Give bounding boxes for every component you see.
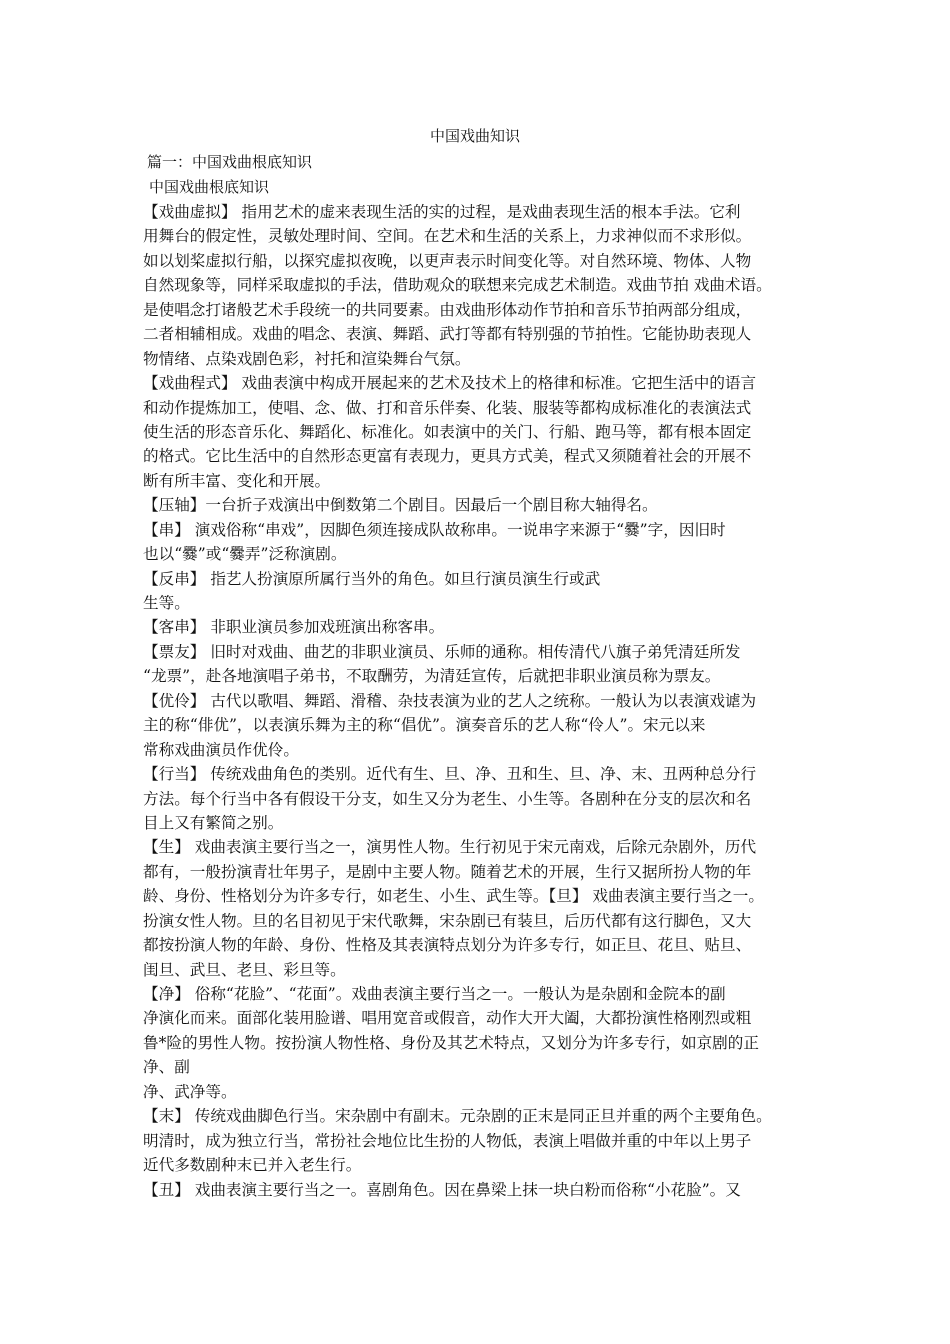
text-line: 鲁*险的男性人物。按扮演人物性格、身份及其艺术特点，又划分为许多专行，如京剧的正 [143, 1033, 759, 1052]
text-line: 【串】 演戏俗称“串戏”，因脚色须连接成队故称串。一说串字来源于“爨”字，因旧时 [143, 520, 726, 539]
text-line: 闺旦、武旦、老旦、彩旦等。 [143, 960, 346, 979]
text-line: 净、副 [143, 1058, 190, 1077]
text-line: 近代多数剧种末已并入老生行。 [143, 1156, 362, 1175]
text-line: 【票友】 旧时对戏曲、曲艺的非职业演员、乐师的通称。相传清代八旗子弟凭清廷所发 [143, 642, 741, 661]
document-title: 中国戏曲知识 [429, 127, 520, 145]
text-line: “龙票”，赴各地演唱子弟书，不取酬劳，为清廷宣传，后就把非职业演员称为票友。 [143, 667, 721, 686]
text-line: 用舞台的假定性，灵敏处理时间、空间。在艺术和生活的关系上，力求神似而不求形似。 [143, 227, 752, 246]
text-line: 【丑】 戏曲表演主要行当之一。喜剧角色。因在鼻梁上抹一块白粉而俗称“小花脸”。又 [143, 1180, 741, 1199]
text-line: 生等。 [143, 594, 190, 612]
text-line: 【末】 传统戏曲脚色行当。宋杂剧中有副末。元杂剧的正末是同正旦并重的两个主要角色。 [143, 1107, 772, 1126]
text-line: 和动作提炼加工，使唱、念、做、打和音乐伴奏、化装、服装等都构成标准化的表演法式 [143, 398, 752, 417]
text-line: 【净】 俗称“花脸”、“花面”。戏曲表演主要行当之一。一般认为是杂剧和金院本的副 [143, 985, 726, 1003]
text-line: 净演化而来。面部化装用脸谱、唱用宽音或假音，动作大开大阖，大都扮演性格刚烈或粗 [143, 1009, 752, 1028]
text-line: 【行当】 传统戏曲角色的类别。近代有生、旦、净、丑和生、旦、净、末、丑两种总分行 [143, 765, 757, 784]
text-line: 主的称“俳优”，以表演乐舞为主的称“倡优”。演奏音乐的艺人称“伶人”。宋元以来 [143, 716, 706, 735]
text-line: 明清时，成为独立行当，常扮社会地位比生扮的人物低，表演上唱做并重的中年以上男子 [143, 1131, 752, 1150]
text-line: 的格式。它比生活中的自然形态更富有表现力，更具方式美，程式又须随着社会的开展不 [143, 447, 752, 466]
text-line: 【反串】 指艺人扮演原所属行当外的角色。如旦行演员演生行或武 [143, 569, 601, 588]
text-line: 也以“爨”或“爨弄”泛称演剧。 [143, 545, 347, 564]
text-line: 如以划桨虚拟行船，以探究虚拟夜晚，以更声表示时间变化等。对自然环境、物体、人物 [143, 251, 752, 270]
section-subheading: 中国戏曲根底知识 [149, 178, 270, 196]
text-line: 【戏曲程式】 戏曲表演中构成开展起来的艺术及技术上的格律和标准。它把生活中的语言 [143, 374, 757, 393]
section-heading: 篇一：中国戏曲根底知识 [147, 153, 313, 171]
text-line: 净、武净等。 [143, 1082, 237, 1101]
text-line: 【生】 戏曲表演主要行当之一，演男性人物。生行初见于宋元南戏，后除元杂剧外，历代 [143, 838, 757, 857]
text-line: 【优伶】 古代以歌唱、舞蹈、滑稽、杂技表演为业的艺人之统称。一般认为以表演戏谑为 [143, 691, 757, 710]
text-line: 都按扮演人物的年龄、身份、性格及其表演特点划分为许多专行，如正旦、花旦、贴旦、 [143, 936, 752, 955]
text-line: 方法。每个行当中各有假设干分支，如生又分为老生、小生等。各剧种在分支的层次和名 [143, 789, 752, 808]
text-line: 【压轴】一台折子戏演出中倒数第二个剧目。因最后一个剧目称大轴得名。 [143, 496, 658, 515]
text-line: 使生活的形态音乐化、舞蹈化、标准化。如表演中的关门、行船、跑马等，都有根本固定 [143, 422, 752, 441]
text-line: 自然现象等，同样采取虚拟的手法，借助观众的联想来完成艺术制造。戏曲节拍 戏曲术语。 [143, 276, 772, 295]
text-line: 扮演女性人物。旦的名目初见于宋代歌舞，宋杂剧已有装旦，后历代都有这行脚色，又大 [143, 911, 752, 930]
text-line: 物情绪、点染戏剧色彩，衬托和渲染舞台气氛。 [143, 349, 471, 368]
text-line: 龄、身份、性格划分为许多专行，如老生、小生、武生等。【旦】 戏曲表演主要行当之一。 [143, 887, 764, 906]
text-line: 常称戏曲演员作优伶。 [143, 740, 299, 759]
text-line: 【戏曲虚拟】 指用艺术的虚来表现生活的实的过程，是戏曲表现生活的根本手法。它利 [143, 203, 741, 221]
text-line: 都有，一般扮演青壮年男子，是剧中主要人物。随着艺术的开展，生行又据所扮人物的年 [143, 862, 752, 881]
text-line: 是使唱念打诸般艺术手段统一的共同要素。由戏曲形体动作节拍和音乐节拍两部分组成， [143, 300, 752, 319]
text-line: 二者相辅相成。戏曲的唱念、表演、舞蹈、武打等都有特别强的节拍性。它能协助表现人 [143, 325, 752, 344]
text-line: 【客串】 非职业演员参加戏班演出称客串。 [143, 618, 445, 637]
body-text [143, 200, 823, 1202]
text-line: 断有所丰富、变化和开展。 [143, 471, 331, 490]
text-line: 目上又有繁简之别。 [143, 813, 284, 832]
